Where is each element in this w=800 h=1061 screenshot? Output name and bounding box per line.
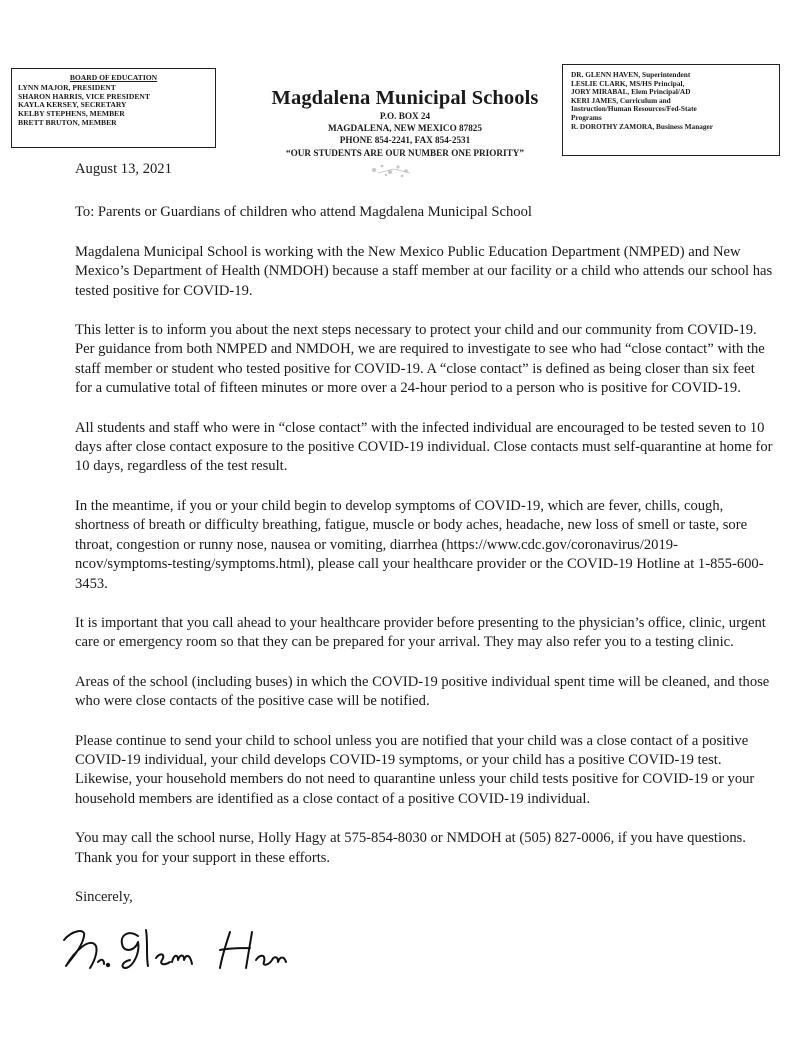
- city-address: MAGDALENA, NEW MEXICO 87825: [328, 123, 482, 134]
- letter-paragraph: In the meantime, if you or your child begin to develop symptoms of COVID-19, which are fever, chills, cough, shortness of breath or difficulty breathing, fatigue, muscle or body aches, headache, new loss of smell or taste, sore throat, congestion or runny nose, nausea or vomiting, diarrhea (https://www.cdc.gov/coronavirus/2019-ncov/symptoms-testing/symptoms.html), please call your healthcare provider or the COVID-19 Hotline at 1-855-600-3453.: [75, 497, 764, 592]
- po-box: P.O. BOX 24: [379, 111, 431, 121]
- admin-line: Instruction/Human Resources/Fed-State: [571, 104, 697, 114]
- admin-line: Programs: [571, 112, 602, 122]
- school-motto: “OUR STUDENTS ARE OUR NUMBER ONE PRIORITY”: [286, 147, 524, 158]
- letterhead: [240, 86, 570, 159]
- letter-paragraph: Please continue to send your child to school unless you are notified that your child was a close contact of a positive COVID-19 individual, your child develops COVID-19 symptoms, or your child has a positive COVID-19 test. Likewise, your household members do not need to quarantine unless your child tests positive for COVID-19 or your household members are identified as a close contact of a positive COVID-19 individual.: [75, 732, 755, 807]
- phone-fax: PHONE 854-2241, FAX 854-2531: [339, 135, 471, 146]
- administration-box: [562, 64, 780, 156]
- board-of-education-box: [11, 68, 216, 148]
- board-member: BRETT BRUTON, MEMBER: [18, 117, 117, 127]
- board-member: LYNN MAJOR, PRESIDENT: [18, 82, 116, 92]
- admin-line: R. DOROTHY ZAMORA, Business Manager: [571, 121, 714, 131]
- letter-paragraph: Areas of the school (including buses) in which the COVID-19 positive individual spent time will be cleaned, and those who were close contacts of the positive case will be notified.: [75, 673, 770, 710]
- admin-line: DR. GLENN HAVEN, Superintendent: [571, 70, 691, 79]
- board-member: KAYLA KERSEY, SECRETARY: [18, 100, 127, 110]
- board-member: SHARON HARRIS, VICE PRESIDENT: [18, 91, 150, 101]
- admin-line: JORY MIRABAL, Elem Principal/AD: [571, 87, 691, 97]
- letter-paragraph: You may call the school nurse, Holly Hagy at 575-854-8030 or NMDOH at (505) 827-0006, if you have questions. Thank you for your support in these efforts.: [75, 830, 746, 866]
- letter-paragraph: It is important that you call ahead to your healthcare provider before presenting to the physician’s office, clinic, urgent care or emergency room so that they can be prepared for your arrival. They may also refer you to a testing clinic.: [75, 614, 766, 651]
- letter-paragraph: Magdalena Municipal School is working with the New Mexico Public Education Department (NMPED) and New Mexico’s Department of Health (NMDOH) because a staff member at our facility or a child who attends our school has tested positive for COVID-19.: [75, 243, 773, 299]
- letter-paragraph: All students and staff who were in “close contact” with the infected individual are encouraged to be tested seven to 10 days after close contact exposure to the positive COVID-19 individual. Close contacts must self-quarantine at home for 10 days, regardless of the test result.: [75, 419, 773, 475]
- letter-body: [75, 160, 775, 907]
- letter-closing: Sincerely,: [75, 888, 133, 905]
- admin-line: KERI JAMES, Curriculum and: [571, 95, 671, 105]
- board-member: KELBY STEPHENS, MEMBER: [18, 109, 125, 119]
- admin-line: LESLIE CLARK, MS/HS Principal,: [571, 78, 685, 88]
- board-heading: BOARD OF EDUCATION: [69, 73, 158, 82]
- letter-recipient: To: Parents or Guardians of children who attend Magdalena Municipal School: [75, 204, 532, 221]
- letter-paragraph: This letter is to inform you about the next steps necessary to protect your child and our community from COVID-19. Per guidance from both NMPED and NMDOH, we are required to investigate to see who had “close contact” with the staff member or student who tested positive for COVID-19. A “close contact” is defined as being closer than six feet for a cumulative total of fifteen minutes or more over a 24-hour period to a person who is positive for COVID-19.: [75, 322, 765, 397]
- letter-date: August 13, 2021: [75, 161, 172, 177]
- school-name: Magdalena Municipal Schools: [271, 87, 539, 109]
- signature-icon: [60, 922, 290, 974]
